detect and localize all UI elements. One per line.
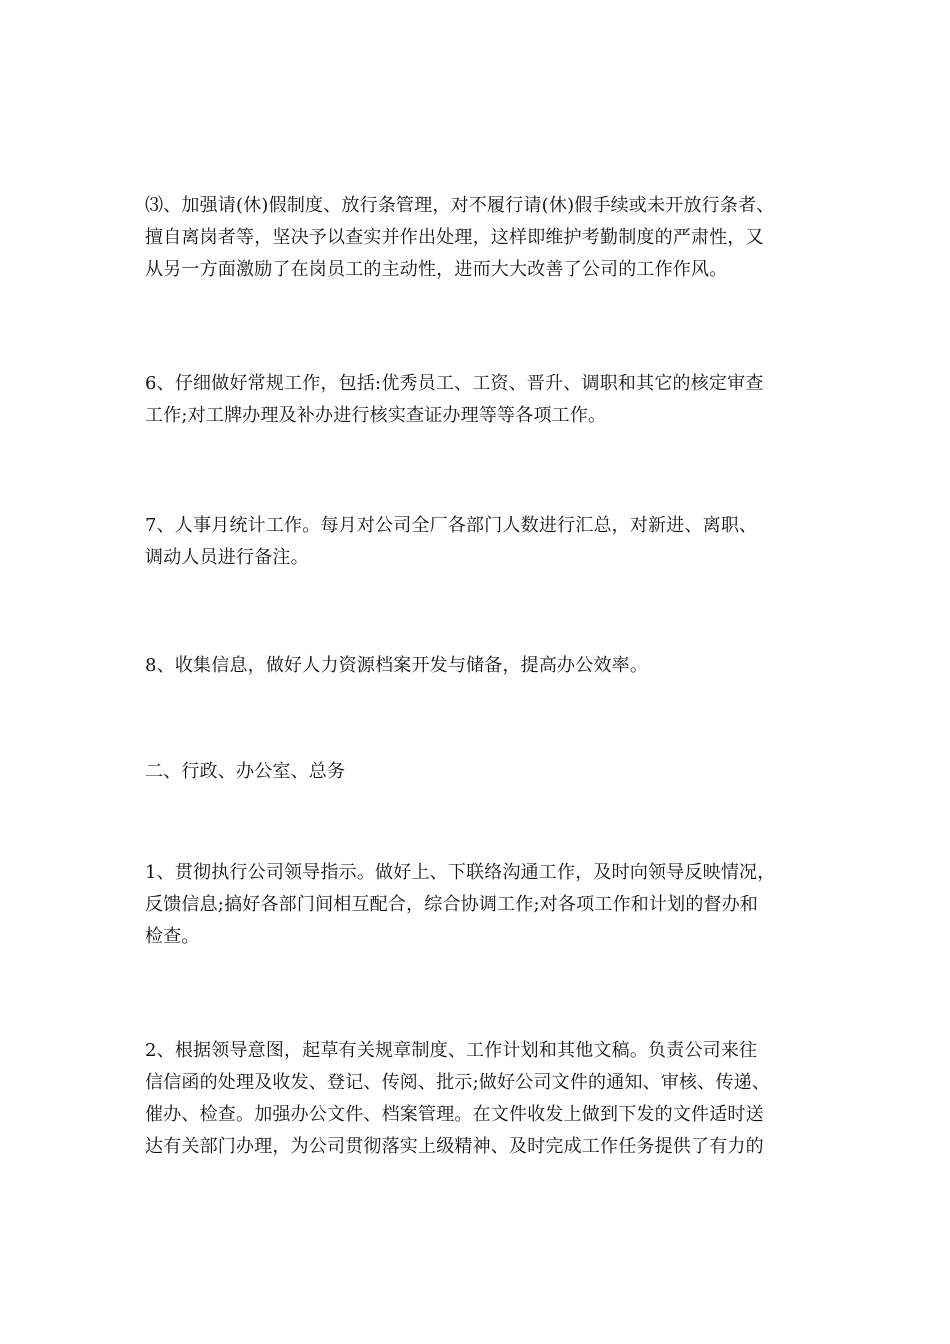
paragraph-leadership-instructions: [145, 857, 825, 953]
text-line: 6、仔细做好常规工作，包括:优秀员工、工资、晋升、调职和其它的核定审查: [145, 373, 764, 394]
paragraph-routine-work: [145, 368, 825, 432]
paragraph-leave-management: [145, 190, 825, 286]
section-heading-administration: [145, 756, 825, 788]
paragraph-drafting-documents: [145, 1035, 825, 1163]
text-line: 8、收集信息，做好人力资源档案开发与储备，提高办公效率。: [145, 655, 649, 676]
text-line: 7、人事月统计工作。每月对公司全厂各部门人数进行汇总，对新进、离职、: [145, 515, 758, 536]
paragraph-collect-information: [145, 650, 825, 682]
text-line: 2、根据领导意图，起草有关规章制度、工作计划和其他文稿。负责公司来往: [145, 1040, 758, 1061]
paragraph-monthly-statistics: [145, 510, 825, 574]
text-line: 检查。: [145, 926, 200, 947]
text-line: 信信函的处理及收发、登记、传阅、批示;做好公司文件的通知、审核、传递、: [145, 1072, 771, 1093]
section-heading: 二、行政、办公室、总务: [145, 761, 346, 782]
text-line: 催办、检查。加强办公文件、档案管理。在文件收发上做到下发的文件适时送: [145, 1104, 764, 1125]
text-line: ⑶、加强请(休)假制度、放行条管理，对不履行请(休)假手续或未开放行条者、: [145, 195, 775, 216]
text-line: 工作;对工牌办理及补办进行核实查证办理等等各项工作。: [145, 405, 607, 426]
text-line: 1、贯彻执行公司领导指示。做好上、下联络沟通工作，及时向领导反映情况，: [145, 862, 776, 883]
text-line: 调动人员进行备注。: [145, 547, 309, 568]
text-line: 反馈信息;搞好各部门间相互配合，综合协调工作;对各项工作和计划的督办和: [145, 894, 759, 915]
text-line: 从另一方面激励了在岗员工的主动性，进而大大改善了公司的工作作风。: [145, 259, 728, 280]
text-line: 达有关部门办理，为公司贯彻落实上级精神、及时完成工作任务提供了有力的: [145, 1136, 764, 1157]
text-line: 擅自离岗者等，坚决予以查实并作出处理，这样即维护考勤制度的严肃性，又: [145, 227, 764, 248]
